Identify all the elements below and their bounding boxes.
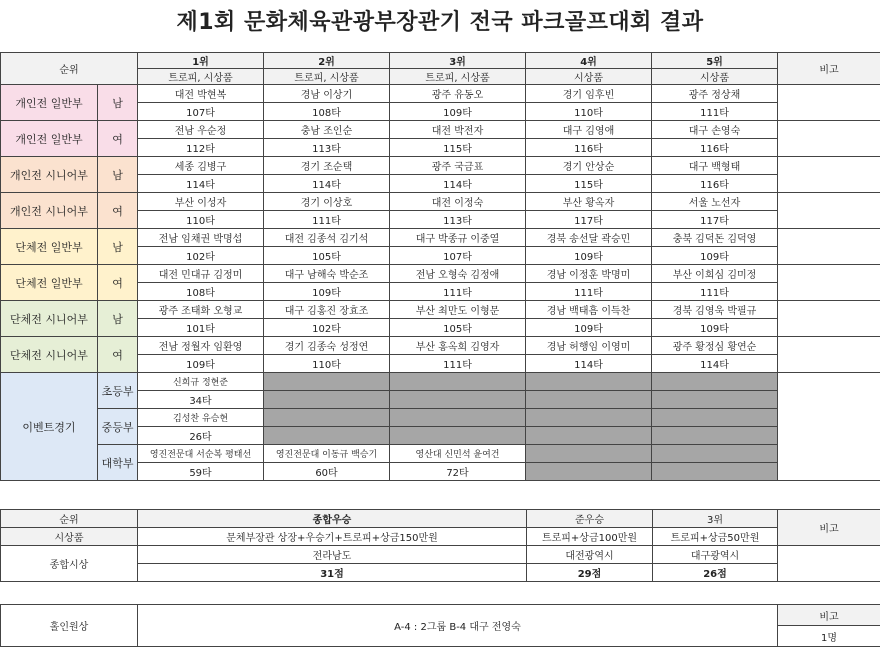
winner-score: 110타 xyxy=(526,103,652,121)
empty-cell xyxy=(652,445,778,463)
winner-name: 부산 이성자 xyxy=(138,193,264,211)
winner-score: 113타 xyxy=(390,211,526,229)
winner-name: 충남 조인순 xyxy=(264,121,390,139)
winner-score: 112타 xyxy=(138,139,264,157)
winner-score: 109타 xyxy=(138,355,264,373)
event-division: 초등부 xyxy=(98,373,138,409)
winner-score: 109타 xyxy=(526,319,652,337)
winner-score: 102타 xyxy=(264,319,390,337)
empty-cell xyxy=(652,409,778,427)
overall-rank-label: 순위 xyxy=(1,510,138,528)
overall-title-label: 종합시상 xyxy=(1,546,138,582)
winner-name: 광주 황정심 황연순 xyxy=(652,337,778,355)
empty-cell xyxy=(526,373,652,391)
winner-name: 경남 백태흠 이득찬 xyxy=(526,301,652,319)
group-gender: 여 xyxy=(98,121,138,157)
winner-name: 전남 정월자 임환영 xyxy=(138,337,264,355)
winner-score: 114타 xyxy=(526,355,652,373)
winner-name: 경북 송선달 곽승민 xyxy=(526,229,652,247)
group-note xyxy=(778,85,880,121)
overall-second-team: 대전광역시 xyxy=(527,546,653,564)
group-name: 단체전 시니어부 xyxy=(1,301,98,337)
group-gender: 남 xyxy=(98,229,138,265)
winner-name: 경기 이상호 xyxy=(264,193,390,211)
overall-third-prize: 트로피+상금50만원 xyxy=(653,528,778,546)
winner-name: 대구 김영애 xyxy=(526,121,652,139)
winner-name: 대전 민대규 김정미 xyxy=(138,265,264,283)
winner-score: 105타 xyxy=(264,247,390,265)
overall-awards-table xyxy=(0,509,880,582)
winner-score: 111타 xyxy=(526,283,652,301)
winner-name: 전남 임채권 박명섭 xyxy=(138,229,264,247)
prize-4: 시상품 xyxy=(526,69,652,85)
winner-name: 부산 황옥자 xyxy=(526,193,652,211)
winner-name: 경기 조순택 xyxy=(264,157,390,175)
overall-second-score: 29점 xyxy=(527,564,653,582)
hole-in-one-label: 홀인원상 xyxy=(1,605,138,647)
overall-third-rank: 3위 xyxy=(653,510,778,528)
results-table xyxy=(0,52,880,481)
event-note xyxy=(778,373,880,481)
winner-name: 대전 박전자 xyxy=(390,121,526,139)
prize-3: 트로피, 시상품 xyxy=(390,69,526,85)
empty-cell xyxy=(526,391,652,409)
rank-2-header: 2위 xyxy=(264,53,390,69)
winner-score: 110타 xyxy=(264,355,390,373)
winner-score: 109타 xyxy=(652,319,778,337)
winner-name: 경기 김종숙 성정연 xyxy=(264,337,390,355)
winner-score: 114타 xyxy=(264,175,390,193)
winner-score: 107타 xyxy=(390,247,526,265)
empty-cell xyxy=(264,427,390,445)
winner-name: 광주 정상채 xyxy=(652,85,778,103)
overall-third-team: 대구광역시 xyxy=(653,546,778,564)
winner-score: 108타 xyxy=(264,103,390,121)
winner-name: 대전 박현복 xyxy=(138,85,264,103)
group-gender: 여 xyxy=(98,265,138,301)
group-gender: 남 xyxy=(98,301,138,337)
empty-cell xyxy=(652,373,778,391)
winner-score: 116타 xyxy=(652,139,778,157)
event-winner-score: 59타 xyxy=(138,463,264,481)
event-winner-name: 김성찬 유승현 xyxy=(138,409,264,427)
winner-score: 116타 xyxy=(652,175,778,193)
rank-4-header: 4위 xyxy=(526,53,652,69)
winner-score: 111타 xyxy=(652,103,778,121)
overall-second-rank: 준우승 xyxy=(527,510,653,528)
winner-name: 대전 김종석 김기석 xyxy=(264,229,390,247)
winner-name: 경기 안상순 xyxy=(526,157,652,175)
winner-name: 부산 최만도 이형문 xyxy=(390,301,526,319)
group-gender: 여 xyxy=(98,193,138,229)
winner-name: 전남 우순정 xyxy=(138,121,264,139)
overall-third-score: 26점 xyxy=(653,564,778,582)
event-division: 대학부 xyxy=(98,445,138,481)
group-note xyxy=(778,121,880,157)
winner-score: 111타 xyxy=(390,283,526,301)
winner-score: 116타 xyxy=(526,139,652,157)
empty-cell xyxy=(526,445,652,463)
page-title: 제1회 문화체육관광부장관기 전국 파크골프대회 결과 xyxy=(176,10,704,35)
event-winner-name: 신희규 정현준 xyxy=(138,373,264,391)
group-note xyxy=(778,193,880,229)
winner-score: 109타 xyxy=(526,247,652,265)
group-name: 개인전 일반부 xyxy=(1,121,98,157)
winner-score: 111타 xyxy=(264,211,390,229)
empty-cell xyxy=(390,427,526,445)
overall-second-prize: 트로피+상금100만원 xyxy=(527,528,653,546)
winner-name: 서울 노선자 xyxy=(652,193,778,211)
winner-score: 114타 xyxy=(390,175,526,193)
note-header: 비고 xyxy=(778,53,880,85)
group-note xyxy=(778,157,880,193)
winner-name: 세종 김병구 xyxy=(138,157,264,175)
event-name: 이벤트경기 xyxy=(1,373,98,481)
hole-in-one-note-header: 비고 xyxy=(778,605,880,626)
empty-cell xyxy=(652,463,778,481)
empty-cell xyxy=(652,391,778,409)
winner-name: 경기 임후빈 xyxy=(526,85,652,103)
winner-name: 광주 국금표 xyxy=(390,157,526,175)
winner-score: 117타 xyxy=(652,211,778,229)
group-name: 단체전 일반부 xyxy=(1,265,98,301)
winner-name: 대구 백형태 xyxy=(652,157,778,175)
empty-cell xyxy=(390,409,526,427)
winner-score: 109타 xyxy=(652,247,778,265)
empty-cell xyxy=(264,391,390,409)
empty-cell xyxy=(526,409,652,427)
prize-5: 시상품 xyxy=(652,69,778,85)
rank-3-header: 3위 xyxy=(390,53,526,69)
overall-first-team: 전라남도 xyxy=(138,546,527,564)
winner-name: 대구 남해숙 박순조 xyxy=(264,265,390,283)
winner-score: 111타 xyxy=(652,283,778,301)
group-gender: 남 xyxy=(98,157,138,193)
winner-score: 113타 xyxy=(264,139,390,157)
winner-score: 108타 xyxy=(138,283,264,301)
winner-score: 109타 xyxy=(390,103,526,121)
hole-in-one-table xyxy=(0,604,880,647)
winner-name: 대구 손영숙 xyxy=(652,121,778,139)
winner-name: 경북 김영욱 박필규 xyxy=(652,301,778,319)
hole-in-one-note-value: 1명 xyxy=(778,626,880,647)
empty-cell xyxy=(264,409,390,427)
event-winner-score: 26타 xyxy=(138,427,264,445)
winner-score: 107타 xyxy=(138,103,264,121)
winner-name: 광주 유동오 xyxy=(390,85,526,103)
group-name: 단체전 시니어부 xyxy=(1,337,98,373)
winner-name: 경남 이상기 xyxy=(264,85,390,103)
empty-cell xyxy=(652,427,778,445)
overall-prize-label: 시상품 xyxy=(1,528,138,546)
winner-score: 102타 xyxy=(138,247,264,265)
winner-score: 115타 xyxy=(390,139,526,157)
group-gender: 여 xyxy=(98,337,138,373)
overall-note-cell xyxy=(778,546,880,582)
overall-first-prize: 문체부장관 상장+우승기+트로피+상금150만원 xyxy=(138,528,527,546)
rank-1-header: 1위 xyxy=(138,53,264,69)
winner-name: 대구 김홍진 장효조 xyxy=(264,301,390,319)
event-winner-name: 영산대 신민석 윤여건 xyxy=(390,445,526,463)
winner-score: 117타 xyxy=(526,211,652,229)
winner-name: 광주 조태화 오형교 xyxy=(138,301,264,319)
winner-score: 101타 xyxy=(138,319,264,337)
winner-name: 경남 이정훈 박명미 xyxy=(526,265,652,283)
group-name: 개인전 시니어부 xyxy=(1,193,98,229)
empty-cell xyxy=(526,427,652,445)
empty-cell xyxy=(264,373,390,391)
group-note xyxy=(778,265,880,301)
winner-score: 114타 xyxy=(652,355,778,373)
winner-score: 111타 xyxy=(390,355,526,373)
event-winner-name: 영진전문대 서순복 평태선 xyxy=(138,445,264,463)
winner-name: 부산 홍옥희 김영자 xyxy=(390,337,526,355)
winner-name: 전남 오형숙 김정애 xyxy=(390,265,526,283)
winner-name: 대구 박종규 이중열 xyxy=(390,229,526,247)
group-name: 개인전 시니어부 xyxy=(1,157,98,193)
group-name: 단체전 일반부 xyxy=(1,229,98,265)
winner-score: 114타 xyxy=(138,175,264,193)
rank-5-header: 5위 xyxy=(652,53,778,69)
empty-cell xyxy=(526,463,652,481)
group-note xyxy=(778,301,880,337)
hole-in-one-detail: A-4 : 2그룹 B-4 대구 전영숙 xyxy=(138,605,778,647)
group-gender: 남 xyxy=(98,85,138,121)
rank-header: 순위 xyxy=(1,53,138,85)
winner-score: 115타 xyxy=(526,175,652,193)
event-winner-score: 34타 xyxy=(138,391,264,409)
winner-name: 충북 김덕돈 김덕영 xyxy=(652,229,778,247)
prize-1: 트로피, 시상품 xyxy=(138,69,264,85)
winner-score: 109타 xyxy=(264,283,390,301)
group-name: 개인전 일반부 xyxy=(1,85,98,121)
winner-score: 105타 xyxy=(390,319,526,337)
winner-name: 부산 이희심 김미정 xyxy=(652,265,778,283)
overall-first-rank: 종합우승 xyxy=(138,510,527,528)
event-winner-score: 60타 xyxy=(264,463,390,481)
empty-cell xyxy=(390,391,526,409)
event-winner-name: 영진전문대 이동규 백승기 xyxy=(264,445,390,463)
event-division: 중등부 xyxy=(98,409,138,445)
winner-score: 110타 xyxy=(138,211,264,229)
prize-2: 트로피, 시상품 xyxy=(264,69,390,85)
winner-name: 대전 이정숙 xyxy=(390,193,526,211)
overall-note-header: 비고 xyxy=(778,510,880,546)
overall-first-score: 31점 xyxy=(138,564,527,582)
winner-name: 경남 허행임 이영미 xyxy=(526,337,652,355)
event-winner-score: 72타 xyxy=(390,463,526,481)
empty-cell xyxy=(390,373,526,391)
group-note xyxy=(778,337,880,373)
group-note xyxy=(778,229,880,265)
